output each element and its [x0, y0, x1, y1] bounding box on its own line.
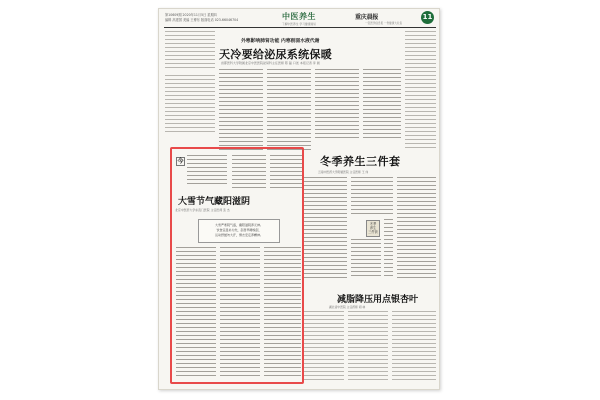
text-column	[232, 155, 266, 189]
section-header	[269, 11, 329, 26]
article-bottom-headline: 减脂降压用点银杏叶	[337, 295, 419, 305]
book-cover-text: 冬季	[369, 222, 377, 226]
text-column	[165, 75, 215, 133]
article-featured-headline: 大雪节气藏阳滋阴	[178, 197, 251, 207]
article-top-headline: 天冷要给泌尿系统保暖	[219, 48, 332, 61]
text-column	[270, 155, 302, 189]
text-column	[219, 69, 263, 151]
article-right-headline: 冬季养生三件套	[320, 155, 401, 168]
article-top-kicker: 外寒影响肺肾功能 内寒削弱水液代谢	[241, 38, 320, 44]
quote-line: 运动舒缓勿大汗，情志安定养精神。	[214, 233, 263, 238]
article-dropcap: 今	[177, 158, 184, 165]
text-column	[363, 69, 401, 139]
masthead-rule	[164, 27, 436, 28]
text-column	[351, 177, 393, 217]
newspaper-logo: 重庆晨报	[355, 14, 379, 21]
text-column	[303, 177, 347, 279]
book-cover-text: 三件套	[368, 230, 378, 235]
section-name: 中医养生	[282, 12, 316, 21]
book-cover-text: 养生	[369, 226, 377, 231]
text-column	[405, 31, 436, 151]
text-column	[384, 219, 393, 279]
text-column	[397, 177, 436, 279]
text-column	[315, 69, 359, 139]
masthead-meta-line: 编辑 高建国 美编 王博东 版面电话 023-66046704	[165, 17, 239, 22]
text-column	[392, 311, 436, 383]
masthead-meta	[165, 13, 238, 22]
article-featured-byline: 北京中医药大学东直门医院 主任医师 张 杰	[175, 208, 230, 212]
text-column	[176, 247, 216, 379]
article-right-byline: 云南中医药大学附属医院 主任医师 王 伟	[318, 170, 369, 174]
page-number-badge: 11	[421, 11, 434, 24]
article-featured-quote	[198, 219, 280, 243]
text-column	[348, 311, 388, 383]
article-top-byline: 首都医科大学附属北京中医医院泌尿科主任医师 陈 磊 口述 本报记者 李 晨	[221, 61, 320, 65]
text-column	[165, 31, 215, 69]
section-subtitle: 了解中医养生 学习健康常识	[281, 22, 317, 26]
article-bottom-byline: 湖北省中医院 主任药师 胡 林	[329, 305, 366, 309]
text-column	[264, 247, 301, 379]
book-cover-image	[366, 220, 380, 237]
text-column	[304, 311, 344, 383]
text-column	[351, 239, 381, 279]
quote-line: 大雪严寒阴气盛，藏阳滋阴养元神。	[214, 223, 263, 227]
text-column	[220, 247, 260, 379]
masthead-meta-line: 第10609期 2020年11月5日 星期四	[165, 13, 217, 17]
text-column	[187, 155, 227, 187]
newspaper-slogan: 一张医学信息报 一份健康大礼包	[365, 22, 403, 25]
text-column	[267, 69, 311, 151]
quote-line: 饮食宜温补为先，起居早睡晚起，	[216, 228, 262, 233]
highlighted-article-frame	[170, 147, 304, 384]
